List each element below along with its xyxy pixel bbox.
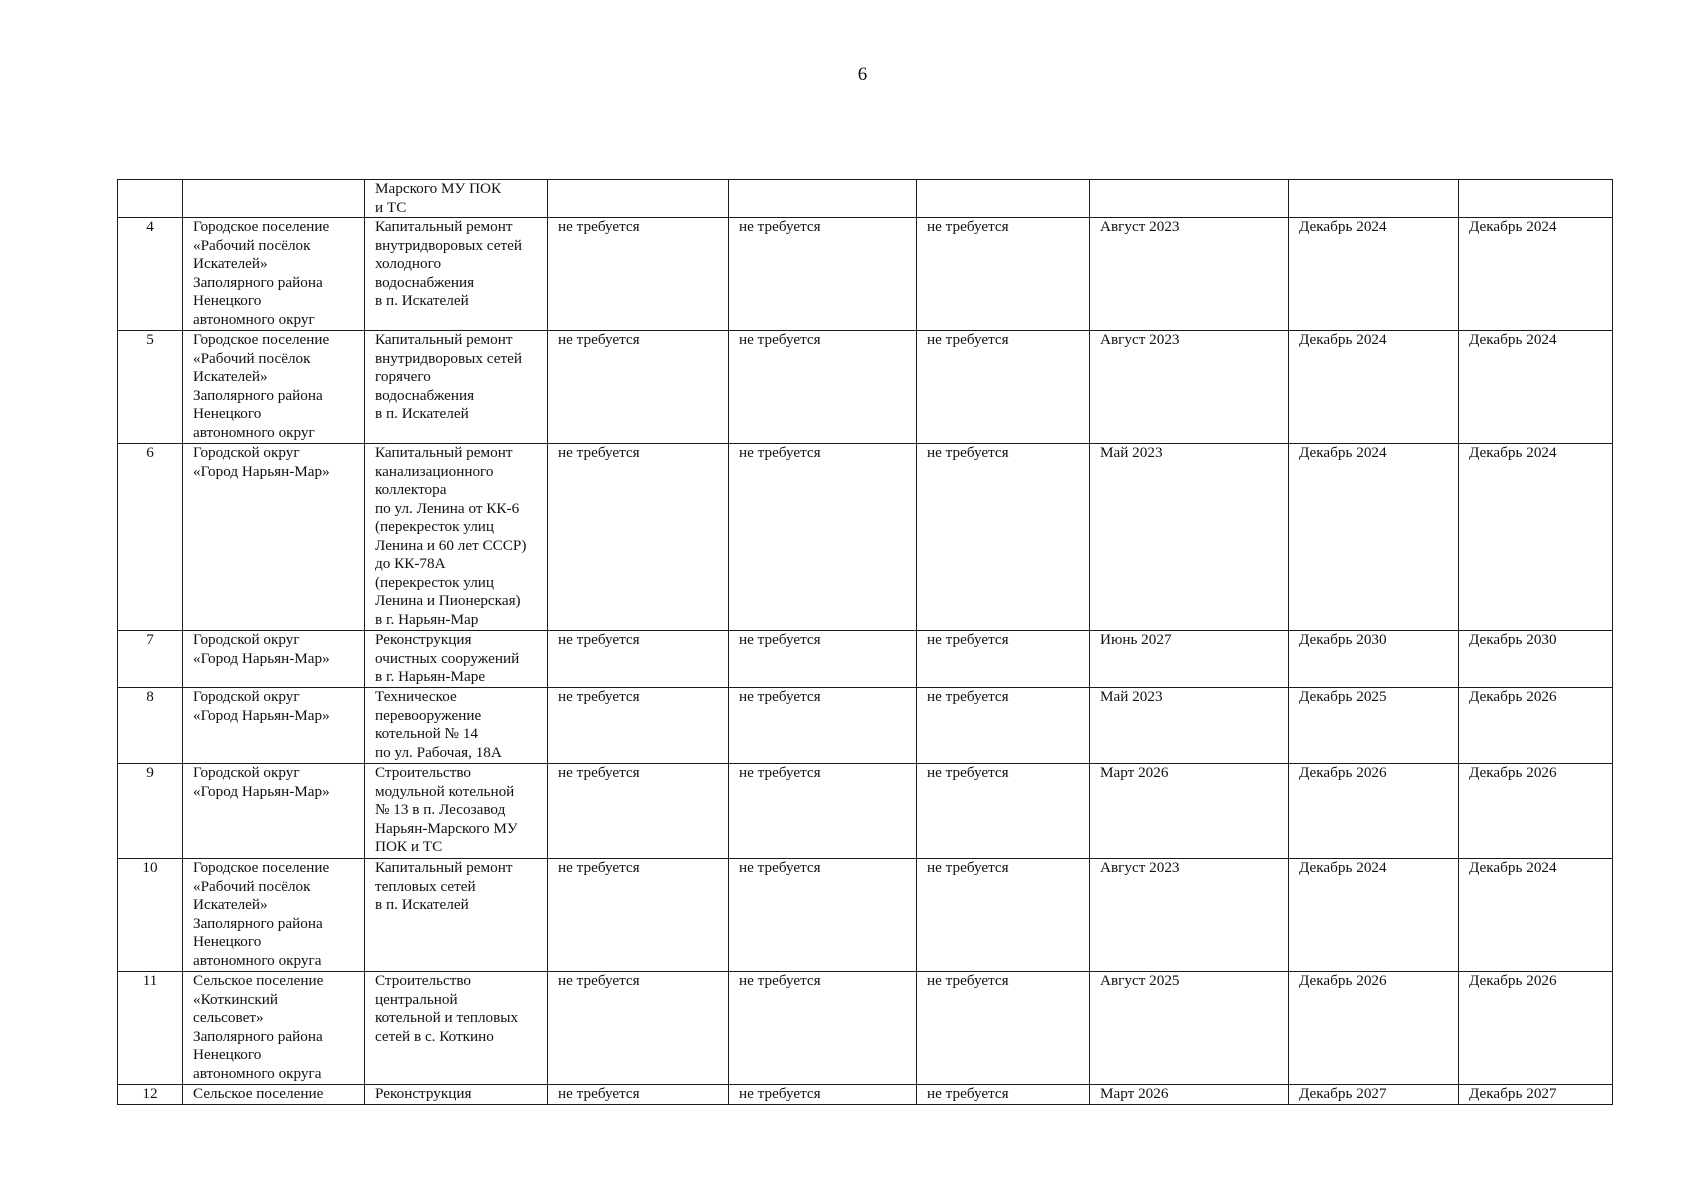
completion-date-cell: Декабрь 2024 (1459, 331, 1613, 444)
requirement-cell-3: не требуется (917, 444, 1090, 631)
municipality-cell: Городской округ «Город Нарьян-Мар» (183, 444, 365, 631)
project-cell: Капитальный ремонт канализационного коллектора по ул. Ленина от КК-6 (перекресток улиц Ленина и 60 лет СССР) до КК-78А (перекресток улиц Ленина и Пионерская) в г. Нарьян-Мар (365, 444, 548, 631)
row-number-cell: 7 (118, 631, 183, 688)
table-row (118, 859, 1613, 972)
end-date-cell: Декабрь 2024 (1289, 331, 1459, 444)
requirement-cell-1: не требуется (548, 444, 729, 631)
municipality-cell: Городское поселение «Рабочий посёлок Искателей» Заполярного района Ненецкого автономного округа (183, 859, 365, 972)
schedule-table (117, 179, 1613, 1105)
row-number-cell: 4 (118, 218, 183, 331)
municipality-cell: Городской округ «Город Нарьян-Мар» (183, 631, 365, 688)
completion-date-cell: Декабрь 2024 (1459, 218, 1613, 331)
end-date-cell: Декабрь 2030 (1289, 631, 1459, 688)
completion-date-cell (1459, 180, 1613, 218)
table-row (118, 331, 1613, 444)
start-date-cell: Май 2023 (1090, 688, 1289, 764)
project-cell: Реконструкция (365, 1085, 548, 1105)
requirement-cell-3: не требуется (917, 972, 1090, 1085)
project-cell: Техническое перевооружение котельной № 14 по ул. Рабочая, 18А (365, 688, 548, 764)
project-cell: Строительство центральной котельной и тепловых сетей в с. Коткино (365, 972, 548, 1085)
requirement-cell-2: не требуется (729, 1085, 917, 1105)
completion-date-cell: Декабрь 2024 (1459, 444, 1613, 631)
table-row (118, 764, 1613, 859)
requirement-cell-1: не требуется (548, 218, 729, 331)
row-number-cell: 12 (118, 1085, 183, 1105)
requirement-cell-1: не требуется (548, 688, 729, 764)
start-date-cell: Март 2026 (1090, 1085, 1289, 1105)
requirement-cell-3: не требуется (917, 1085, 1090, 1105)
start-date-cell: Август 2023 (1090, 331, 1289, 444)
requirement-cell-2: не требуется (729, 218, 917, 331)
start-date-cell: Август 2023 (1090, 218, 1289, 331)
requirement-cell-3: не требуется (917, 218, 1090, 331)
start-date-cell (1090, 180, 1289, 218)
row-number-cell (118, 180, 183, 218)
table-row (118, 180, 1613, 218)
requirement-cell-3: не требуется (917, 688, 1090, 764)
municipality-cell: Городской округ «Город Нарьян-Мар» (183, 764, 365, 859)
row-number-cell: 5 (118, 331, 183, 444)
requirement-cell-2 (729, 180, 917, 218)
end-date-cell: Декабрь 2026 (1289, 764, 1459, 859)
requirement-cell-2: не требуется (729, 631, 917, 688)
completion-date-cell: Декабрь 2026 (1459, 972, 1613, 1085)
municipality-cell: Сельское поселение «Коткинский сельсовет» Заполярного района Ненецкого автономного округа (183, 972, 365, 1085)
requirement-cell-1 (548, 180, 729, 218)
start-date-cell: Август 2023 (1090, 859, 1289, 972)
end-date-cell: Декабрь 2026 (1289, 972, 1459, 1085)
row-number-cell: 9 (118, 764, 183, 859)
table-row (118, 631, 1613, 688)
project-cell: Марского МУ ПОК и ТС (365, 180, 548, 218)
requirement-cell-1: не требуется (548, 1085, 729, 1105)
project-cell: Капитальный ремонт тепловых сетей в п. Искателей (365, 859, 548, 972)
requirement-cell-2: не требуется (729, 688, 917, 764)
start-date-cell: Август 2025 (1090, 972, 1289, 1085)
requirement-cell-2: не требуется (729, 764, 917, 859)
table-row (118, 444, 1613, 631)
end-date-cell (1289, 180, 1459, 218)
requirement-cell-1: не требуется (548, 631, 729, 688)
requirement-cell-3: не требуется (917, 859, 1090, 972)
end-date-cell: Декабрь 2024 (1289, 218, 1459, 331)
requirement-cell-1: не требуется (548, 331, 729, 444)
requirement-cell-2: не требуется (729, 444, 917, 631)
requirement-cell-1: не требуется (548, 764, 729, 859)
row-number-cell: 11 (118, 972, 183, 1085)
municipality-cell: Городское поселение «Рабочий посёлок Искателей» Заполярного района Ненецкого автономного округ (183, 331, 365, 444)
end-date-cell: Декабрь 2024 (1289, 444, 1459, 631)
municipality-cell: Городское поселение «Рабочий посёлок Искателей» Заполярного района Ненецкого автономного округ (183, 218, 365, 331)
requirement-cell-3: не требуется (917, 631, 1090, 688)
completion-date-cell: Декабрь 2026 (1459, 764, 1613, 859)
end-date-cell: Декабрь 2027 (1289, 1085, 1459, 1105)
row-number-cell: 10 (118, 859, 183, 972)
table-row (118, 1085, 1613, 1105)
start-date-cell: Март 2026 (1090, 764, 1289, 859)
project-cell: Капитальный ремонт внутридворовых сетей горячего водоснабжения в п. Искателей (365, 331, 548, 444)
requirement-cell-2: не требуется (729, 331, 917, 444)
completion-date-cell: Декабрь 2024 (1459, 859, 1613, 972)
start-date-cell: Июнь 2027 (1090, 631, 1289, 688)
requirement-cell-3: не требуется (917, 764, 1090, 859)
end-date-cell: Декабрь 2025 (1289, 688, 1459, 764)
row-number-cell: 6 (118, 444, 183, 631)
project-cell: Строительство модульной котельной № 13 в п. Лесозавод Нарьян-Марского МУ ПОК и ТС (365, 764, 548, 859)
requirement-cell-2: не требуется (729, 859, 917, 972)
completion-date-cell: Декабрь 2030 (1459, 631, 1613, 688)
end-date-cell: Декабрь 2024 (1289, 859, 1459, 972)
page-number: 6 (857, 64, 868, 85)
municipality-cell: Сельское поселение (183, 1085, 365, 1105)
requirement-cell-1: не требуется (548, 972, 729, 1085)
table-row (118, 688, 1613, 764)
requirement-cell-1: не требуется (548, 859, 729, 972)
project-cell: Реконструкция очистных сооружений в г. Нарьян-Маре (365, 631, 548, 688)
project-cell: Капитальный ремонт внутридворовых сетей холодного водоснабжения в п. Искателей (365, 218, 548, 331)
requirement-cell-3 (917, 180, 1090, 218)
table-row (118, 218, 1613, 331)
completion-date-cell: Декабрь 2026 (1459, 688, 1613, 764)
table-row (118, 972, 1613, 1085)
completion-date-cell: Декабрь 2027 (1459, 1085, 1613, 1105)
requirement-cell-2: не требуется (729, 972, 917, 1085)
row-number-cell: 8 (118, 688, 183, 764)
municipality-cell (183, 180, 365, 218)
municipality-cell: Городской округ «Город Нарьян-Мар» (183, 688, 365, 764)
requirement-cell-3: не требуется (917, 331, 1090, 444)
start-date-cell: Май 2023 (1090, 444, 1289, 631)
